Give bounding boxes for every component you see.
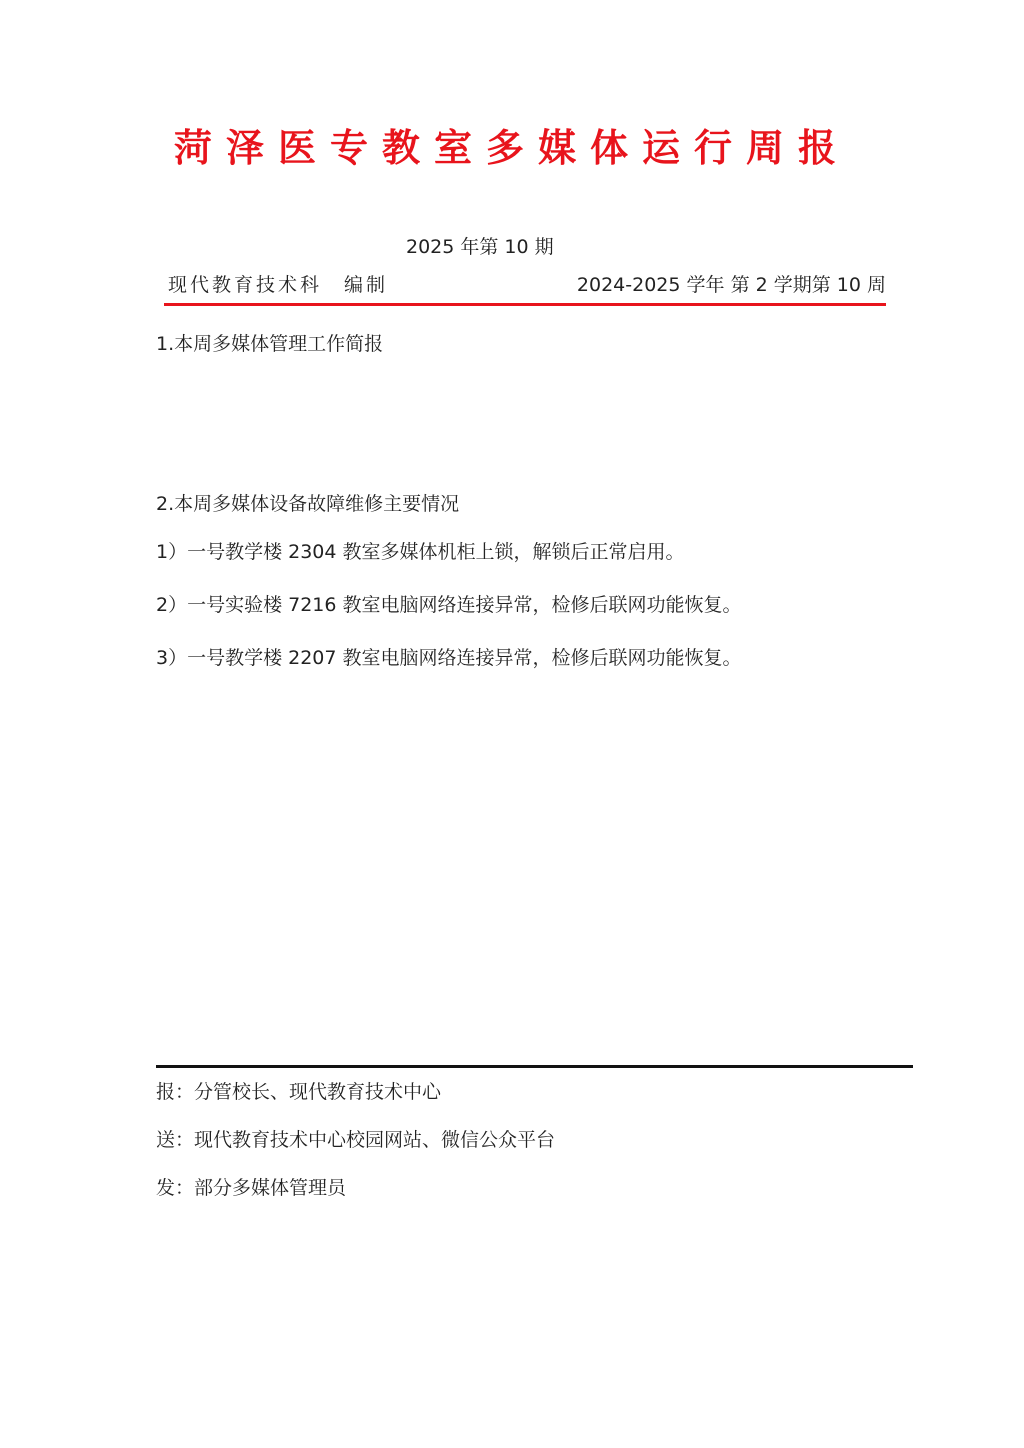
repair-item: 1）一号教学楼 2304 教室多媒体机柜上锁，解锁后正常启用。	[156, 541, 685, 563]
repair-item: 3）一号教学楼 2207 教室电脑网络连接异常，检修后联网功能恢复。	[156, 647, 742, 669]
footer-divider	[156, 1065, 913, 1068]
compiler-action: 编制	[344, 274, 389, 296]
compiler-line	[168, 272, 388, 298]
repair-item: 2）一号实验楼 7216 教室电脑网络连接异常，检修后联网功能恢复。	[156, 594, 742, 616]
send-to-line: 送：现代教育技术中心校园网站、微信公众平台	[156, 1129, 556, 1151]
repairs-heading: 2.本周多媒体设备故障维修主要情况	[156, 493, 460, 515]
summary-heading: 1.本周多媒体管理工作简报	[156, 333, 384, 355]
compiler-name: 现代教育技术科	[168, 274, 323, 296]
term-week: 2024-2025 学年 第 2 学期第 10 周	[576, 274, 886, 296]
issue-to-line: 发：部分多媒体管理员	[156, 1177, 347, 1199]
issue-number: 2025 年第 10 期	[406, 236, 554, 258]
report-to-line: 报：分管校长、现代教育技术中心	[156, 1081, 442, 1103]
report-title: 菏泽医专教室多媒体运行周报	[173, 125, 850, 170]
header-divider	[164, 303, 886, 306]
